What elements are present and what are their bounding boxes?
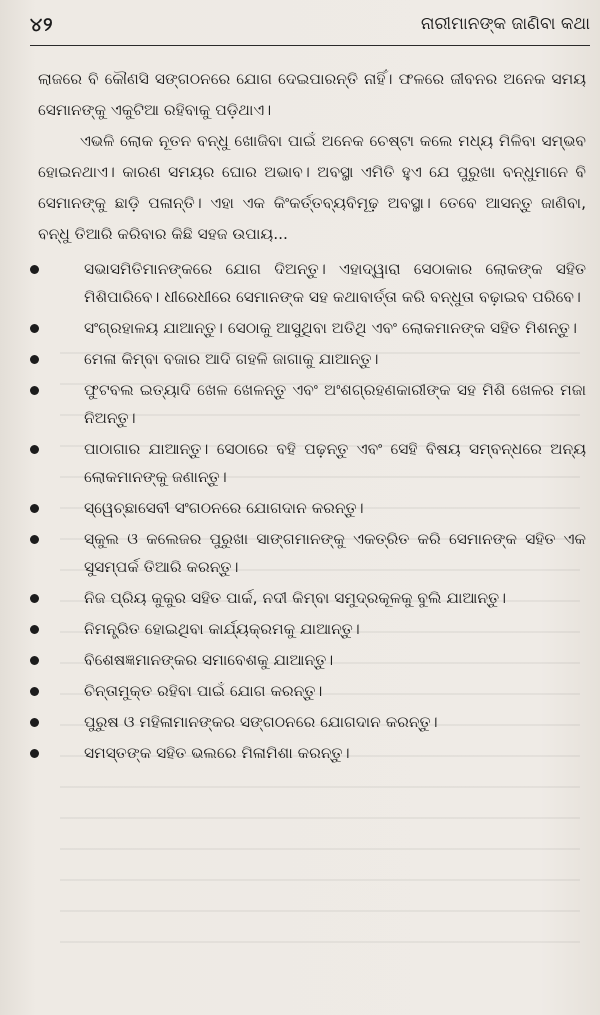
paragraph-intro: ଏଭଳି ଲୋକ ନୂତନ ବନ୍ଧୁ ଖୋଜିବା ପାଇଁ ଅନେକ ଚେଷ୍ଟା କଲେ ମଧ୍ୟ ମିଳିବା ସମ୍ଭବ ହୋଇନଥାଏ। କାରଣ ସମୟର ଘୋର ଅଭାବ। ଅବସ୍ଥା ଏମିତି ହୁଏ ଯେ ପୁରୁଖା ବନ୍ଧୁମାନେ ବି ସେମାନଙ୍କୁ ଛାଡ଼ି ପଳାନ୍ତି। ଏହା ଏକ କିଂକର୍ତ୍ତବ୍ୟବିମୂଢ଼ ଅବସ୍ଥା। ତେବେ ଆସନ୍ତୁ ଜାଣିବା, ବନ୍ଧୁ ତିଆରି କରିବାର କିଛି ସହଜ ଉପାୟ... <box>38 132 586 243</box>
bullet-icon <box>30 355 39 364</box>
list-item <box>38 255 586 311</box>
bullet-icon <box>30 656 39 665</box>
page-number: ୪୨ <box>30 14 54 36</box>
list-item-text: ସଂଗ୍ରହାଳୟ ଯାଆନ୍ତୁ। ସେଠାକୁ ଆସୁଥିବା ଅତିଥି ଏବଂ ଲୋକମାନଙ୍କ ସହିତ ମିଶନ୍ତୁ। <box>84 319 577 337</box>
bullet-icon <box>30 265 39 274</box>
bullet-icon <box>30 535 39 544</box>
bullet-icon <box>30 718 39 727</box>
list-item-text: ନିମନ୍ତ୍ରିତ ହୋଇଥିବା କାର୍ଯ୍ୟକ୍ରମକୁ ଯାଆନ୍ତୁ। <box>84 620 360 638</box>
list-item <box>38 677 586 705</box>
body-text <box>38 64 586 770</box>
list-item-text: ନିଜ ପ୍ରିୟ କୁକୁର ସହିତ ପାର୍କ, ନଦୀ କିମ୍ବା ସମୁଦ୍ରକୂଳକୁ ବୁଲି ଯାଆନ୍ତୁ। <box>84 589 507 607</box>
list-item-text: ସ୍କୁଲ ଓ କଲେଜର ପୁରୁଖା ସାଙ୍ଗମାନଙ୍କୁ ଏକତ୍ରିତ କରି ସେମାନଙ୍କ ସହିତ ଏକ ସୁସମ୍ପର୍କ ତିଆରି କରନ୍ତୁ। <box>84 530 586 576</box>
list-item <box>38 494 586 522</box>
bullet-icon <box>30 749 39 758</box>
list-item-text: ବିଶେଷଜ୍ଞମାନଙ୍କର ସମାବେଶକୁ ଯାଆନ୍ତୁ। <box>84 651 334 669</box>
list-item <box>38 525 586 581</box>
list-item <box>38 435 586 491</box>
paragraph-continued: ଲାଜରେ ବି କୌଣସି ସଙ୍ଗଠନରେ ଯୋଗ ଦେଇପାରନ୍ତି ନାହିଁ। ଫଳରେ ଜୀବନର ଅନେକ ସମୟ ସେମାନଙ୍କୁ ଏକୁଟିଆ ରହିବାକୁ ପଡ଼ିଥାଏ। <box>38 70 586 119</box>
page-header <box>30 14 590 40</box>
list-item-text: ଚିନ୍ତାମୁକ୍ତ ରହିବା ପାଇଁ ଯୋଗ କରନ୍ତୁ। <box>84 682 323 700</box>
list-item <box>38 314 586 342</box>
bullet-icon <box>30 324 39 333</box>
list-item-text: ସଭାସମିତିମାନଙ୍କରେ ଯୋଗ ଦିଅନ୍ତୁ। ଏହାଦ୍ୱାରା ସେଠାକାର ଲୋକଙ୍କ ସହିତ ମିଶିପାରିବେ। ଧୀରେଧୀରେ ସେମାନଙ୍କ ସହ କଥାବାର୍ତ୍ତା କରି ବନ୍ଧୁତା ବଢ଼ାଇବ ପରିବେ। <box>84 260 586 306</box>
bullet-icon <box>30 594 39 603</box>
list-item-text: ସ୍ୱେଚ୍ଛାସେବୀ ସଂଗଠନରେ ଯୋଗଦାନ କରନ୍ତୁ। <box>84 499 364 517</box>
bullet-icon <box>30 625 39 634</box>
bullet-icon <box>30 687 39 696</box>
list-item <box>38 646 586 674</box>
list-item-text: ମେଳା କିମ୍ବା ବଜାର ଆଦି ଗହଳି ଜାଗାକୁ ଯାଆନ୍ତୁ। <box>84 350 379 368</box>
bullet-icon <box>30 445 39 454</box>
running-title: ନାରୀମାନଙ୍କ ଜାଣିବା କଥା <box>420 14 590 34</box>
list-item <box>38 739 586 767</box>
list-item <box>38 615 586 643</box>
list-item <box>38 345 586 373</box>
header-rule <box>30 45 590 46</box>
list-item <box>38 376 586 432</box>
tips-list <box>38 255 586 767</box>
list-item <box>38 584 586 612</box>
list-item-text: ପାଠାଗାର ଯାଆନ୍ତୁ। ସେଠାରେ ବହି ପଢ଼ନ୍ତୁ ଏବଂ ସେହି ବିଷୟ ସମ୍ବନ୍ଧରେ ଅନ୍ୟ ଲୋକମାନଙ୍କୁ ଜଣାନ୍ତୁ। <box>84 440 586 486</box>
list-item-text: ପୁରୁଷ ଓ ମହିଳାମାନଙ୍କର ସଙ୍ଗଠନରେ ଯୋଗଦାନ କରନ୍ତୁ। <box>84 713 438 731</box>
bullet-icon <box>30 386 39 395</box>
list-item <box>38 708 586 736</box>
list-item-text: ଫୁଟବଲ ଇତ୍ୟାଦି ଖେଳ ଖେଳନ୍ତୁ ଏବଂ ଅଂଶଗ୍ରହଣକାରୀଙ୍କ ସହ ମିଶି ଖେଳର ମଜା ନିଅନ୍ତୁ। <box>84 381 586 427</box>
bullet-icon <box>30 504 39 513</box>
list-item-text: ସମସ୍ତଙ୍କ ସହିତ ଭଲରେ ମିଳାମିଶା କରନ୍ତୁ। <box>84 744 350 762</box>
